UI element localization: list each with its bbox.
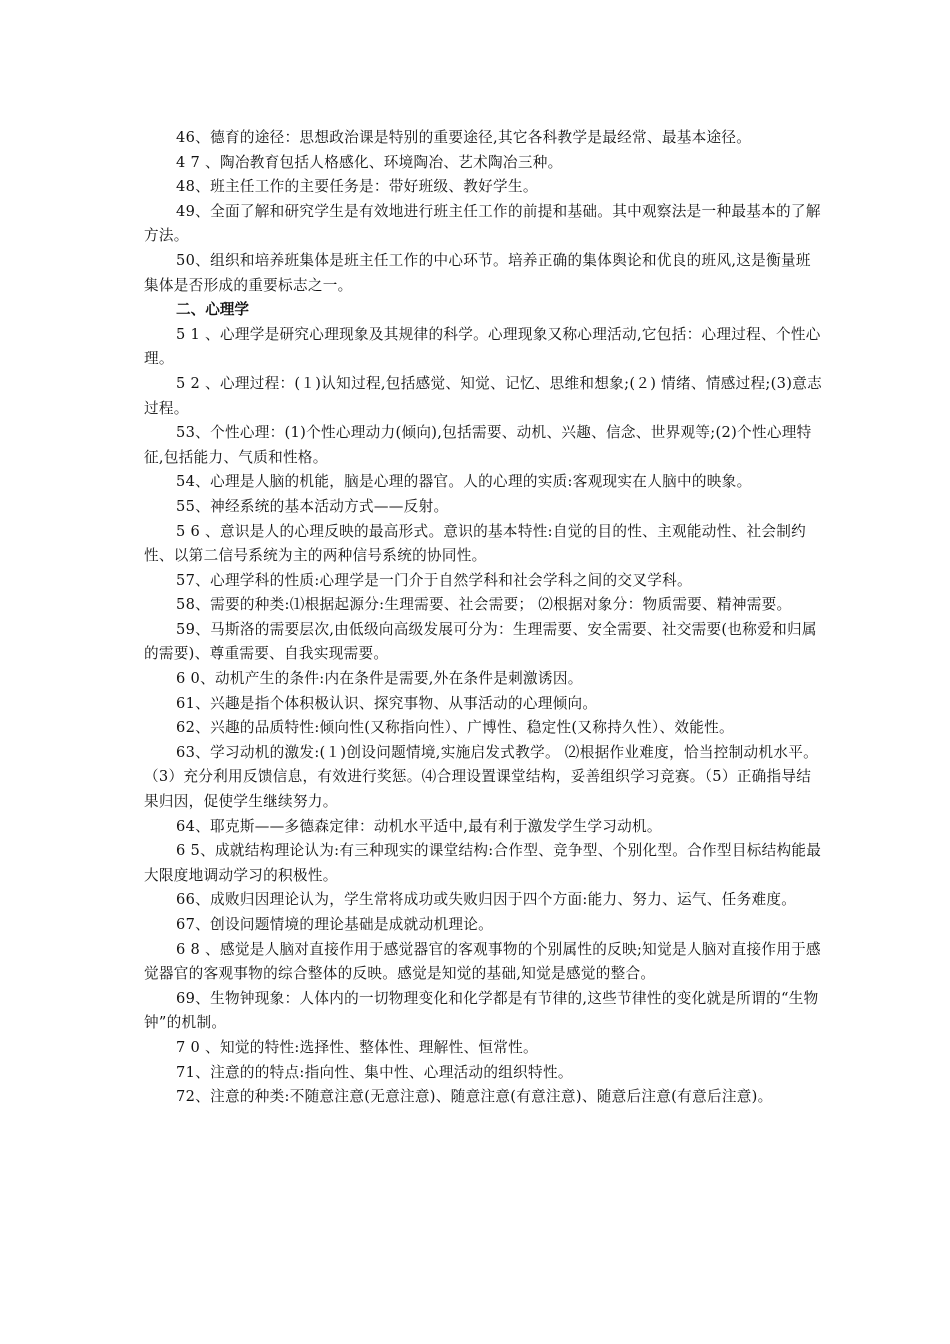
paragraph-48: 48、班主任工作的主要任务是：带好班级、教好学生。: [176, 178, 538, 196]
section-heading-psychology: 二、心理学: [176, 301, 249, 319]
paragraph-68: 6 8 、感觉是人脑对直接作用于感觉器官的客观事物的个别属性的反映;知觉是人脑对直接作用于感觉器官的客观事物的综合整体的反映。感觉是知觉的基础,知觉是感觉的整合。: [144, 940, 821, 983]
paragraph-59: 59、马斯洛的需要层次,由低级向高级发展可分为：生理需要、安全需要、社交需要(也称爱和归属的需要)、尊重需要、自我实现需要。: [144, 620, 817, 663]
paragraph-51: 5 1 、心理学是研究心理现象及其规律的科学。心理现象又称心理活动,它包括：心理过程、个性心理。: [144, 325, 821, 368]
paragraph-67: 67、创设问题情境的理论基础是成就动机理论。: [176, 916, 494, 933]
paragraph-58: 58、需要的种类:⑴根据起源分:生理需要、社会需要； ⑵根据对象分：物质需要、精神需要。: [176, 596, 792, 614]
paragraph-66: 66、成败归因理论认为，学生常将成功或失败归因于四个方面:能力、努力、运气、任务难度。: [176, 891, 797, 909]
paragraph-72: 72、注意的种类:不随意注意(无意注意)、随意注意(有意注意)、随意后注意(有意后注意)。: [176, 1088, 773, 1106]
paragraph-49: 49、全面了解和研究学生是有效地进行班主任工作的前提和基础。其中观察法是一种最基本的了解方法。: [144, 202, 821, 245]
paragraph-52: 5 2 、心理过程：(１)认知过程,包括感觉、知觉、记忆、思维和想象;(２) 情绪、情感过程;(3)意志过程。: [144, 374, 822, 417]
paragraph-63: 63、学习动机的激发:(１)创设问题情境,实施启发式教学。 ⑵根据作业难度，恰当控制动机水平。（3）充分利用反馈信息，有效进行奖惩。⑷合理设置课堂结构，妥善组织学习竞赛。（5）正确指导结果归因，促使学生继续努力。: [144, 743, 819, 811]
paragraph-61: 61、兴趣是指个体积极认识、探究事物、从事活动的心理倾向。: [176, 694, 598, 712]
paragraph-56: 5 6 、意识是人的心理反映的最高形式。意识的基本特性:自觉的目的性、主观能动性、社会制约性、以第二信号系统为主的两种信号系统的协同性。: [144, 522, 807, 565]
paragraph-70: 7 0 、知觉的特性:选择性、整体性、理解性、恒常性。: [176, 1038, 538, 1056]
paragraph-57: 57、心理学科的性质:心理学是一门介于自然学科和社会学科之间的交叉学科。: [176, 571, 692, 589]
paragraph-50: 50、组织和培养班集体是班主任工作的中心环节。培养正确的集体舆论和优良的班风,这是衡量班集体是否形成的重要标志之一。: [144, 251, 811, 294]
paragraph-47: 4 7 、陶冶教育包括人格感化、环境陶冶、艺术陶冶三种。: [176, 153, 563, 171]
paragraph-46: 46、德育的途径：思想政治课是特别的重要途径,其它各科教学是最经常、最基本途径。: [176, 129, 752, 146]
paragraph-62: 62、兴趣的品质特性:倾向性(又称指向性）、广博性、稳定性(又称持久性）、效能性。: [176, 719, 734, 737]
paragraph-71: 71、注意的的特点:指向性、集中性、心理活动的组织特性。: [176, 1063, 573, 1081]
paragraph-55: 55、神经系统的基本活动方式——反射。: [176, 497, 449, 515]
paragraph-53: 53、个性心理：(1)个性心理动力(倾向),包括需要、动机、兴趣、信念、世界观等;(2)个性心理特征,包括能力、气质和性格。: [144, 424, 812, 466]
paragraph-64: 64、耶克斯——多德森定律：动机水平适中,最有利于激发学生学习动机。: [176, 817, 662, 835]
paragraph-65: 6 5、成就结构理论认为:有三种现实的课堂结构:合作型、竞争型、个别化型。合作型目标结构能最大限度地调动学习的积极性。: [144, 842, 822, 884]
paragraph-60: 6 0、动机产生的条件:内在条件是需要,外在条件是刺激诱因。: [176, 670, 583, 688]
document-body: [144, 126, 824, 1110]
paragraph-54: 54、心理是人脑的机能，脑是心理的器官。人的心理的实质:客观现实在人脑中的映象。: [176, 473, 752, 491]
paragraph-69: 69、生物钟现象：人体内的一切物理变化和化学都是有节律的,这些节律性的变化就是所谓的“生物钟”的机制。: [144, 989, 819, 1032]
